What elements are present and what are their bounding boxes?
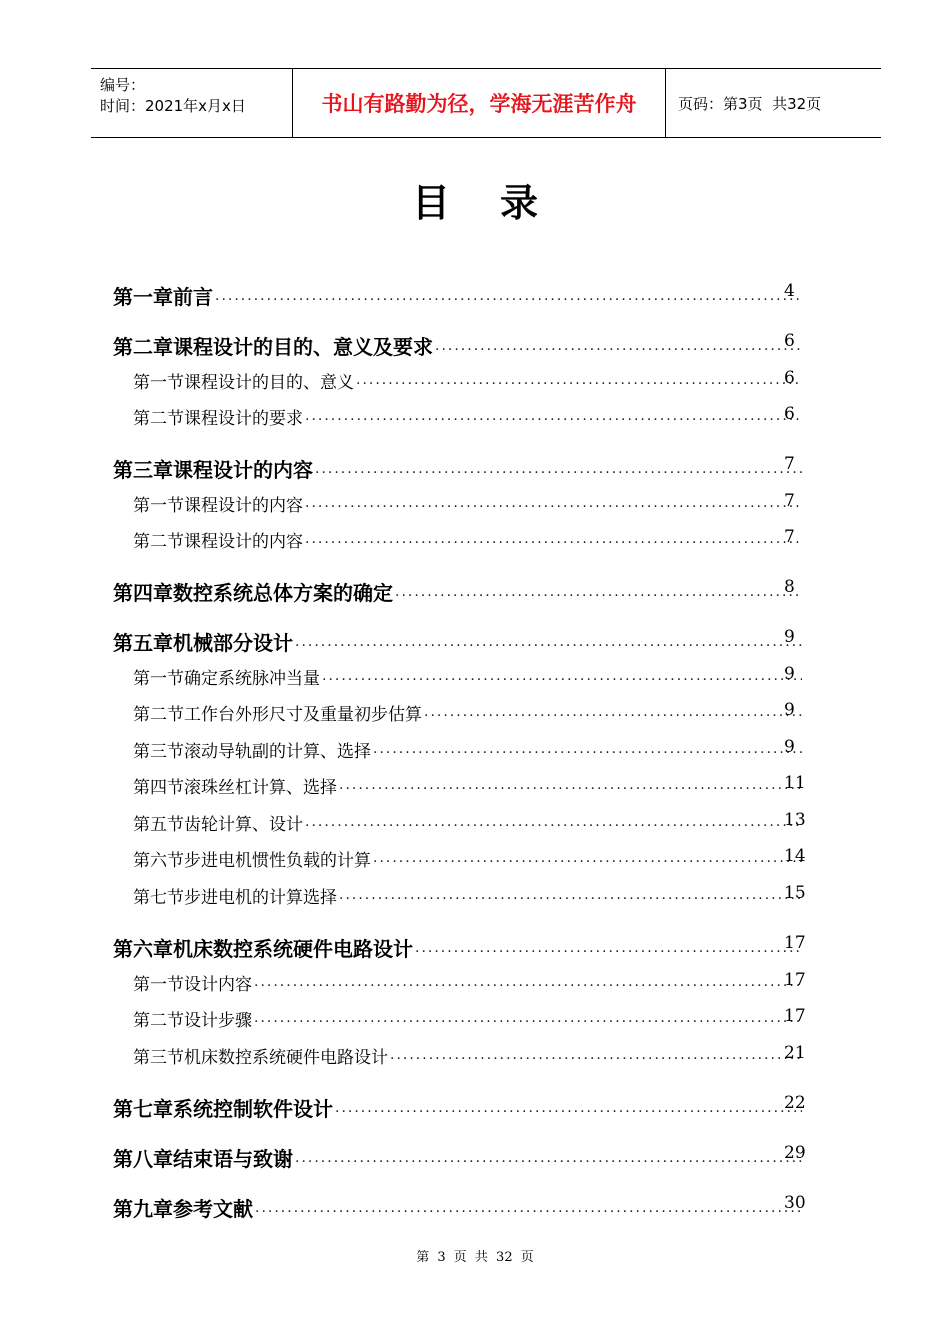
toc-leader-dots — [390, 1051, 802, 1067]
toc-leader-dots — [335, 1104, 802, 1120]
toc-section-row[interactable] — [133, 404, 804, 429]
toc-label: 机床数控系统硬件电路设计 — [184, 1048, 388, 1068]
toc-page-number: 29 — [784, 1143, 806, 1163]
toc-leader-dots — [295, 1154, 802, 1170]
toc-chapter-row[interactable] — [113, 627, 804, 656]
toc-chapter-row[interactable] — [113, 281, 804, 310]
toc-label: 课程设计的目的、意义及要求 — [173, 335, 433, 359]
toc-chapter-row[interactable] — [113, 933, 804, 962]
toc-page-number: 8 — [784, 577, 795, 597]
toc-number: 第二节 — [133, 532, 184, 552]
toc-page-number: 4 — [784, 281, 795, 301]
toc-section-row[interactable] — [133, 664, 804, 689]
toc-page-number: 7 — [784, 527, 795, 547]
toc-page-number: 9 — [784, 664, 795, 684]
toc-leader-dots — [322, 672, 802, 688]
toc-number: 第四节 — [133, 778, 184, 798]
toc-number: 第七节 — [133, 888, 184, 908]
toc-page-number: 6 — [784, 331, 795, 351]
toc-page-number: 7 — [784, 454, 795, 474]
toc-leader-dots — [305, 412, 802, 428]
page-footer: 第 3 页 共 32 页 — [416, 1250, 534, 1265]
toc-label: 结束语与致谢 — [173, 1147, 293, 1171]
toc-number: 第二节 — [133, 705, 184, 725]
toc-label: 工作台外形尺寸及重量初步估算 — [184, 705, 422, 725]
toc-page-number: 17 — [784, 970, 806, 990]
toc-label: 机床数控系统硬件电路设计 — [173, 937, 413, 961]
toc-page-number: 30 — [784, 1193, 806, 1213]
toc-label: 数控系统总体方案的确定 — [173, 581, 393, 605]
toc-chapter-row[interactable] — [113, 1143, 804, 1172]
header-page-info: 页码：第3页 共32页 — [678, 94, 822, 113]
toc-section-row[interactable] — [133, 970, 804, 995]
page-header — [91, 68, 881, 138]
toc-number: 第三节 — [133, 742, 184, 762]
header-meta — [91, 69, 293, 137]
toc-number: 第五节 — [133, 815, 184, 835]
toc-chapter-row[interactable] — [113, 1193, 804, 1222]
toc-leader-dots — [415, 944, 802, 960]
toc-number: 第一章 — [113, 285, 173, 309]
toc-leader-dots — [215, 292, 802, 308]
toc-chapter-row[interactable] — [113, 454, 804, 483]
toc-leader-dots — [315, 465, 802, 481]
toc-leader-dots — [305, 499, 802, 515]
toc-chapter-row[interactable] — [113, 331, 804, 360]
toc-label: 课程设计的内容 — [184, 532, 303, 552]
toc-number: 第二节 — [133, 409, 184, 429]
toc-page-number: 22 — [784, 1093, 806, 1113]
toc-section-row[interactable] — [133, 491, 804, 516]
toc-leader-dots — [395, 588, 802, 604]
toc-number: 第一节 — [133, 975, 184, 995]
toc-page-number: 9 — [784, 737, 795, 757]
header-motto: 书山有路勤为径，学海无涯苦作舟 — [293, 69, 666, 137]
toc-label: 前言 — [173, 285, 213, 309]
toc-label: 确定系统脉冲当量 — [184, 669, 320, 689]
toc-page-number: 21 — [784, 1043, 806, 1063]
toc-number: 第一节 — [133, 496, 184, 516]
toc-label: 步进电机惯性负载的计算 — [184, 851, 371, 871]
toc-chapter-row[interactable] — [113, 577, 804, 606]
toc-section-row[interactable] — [133, 700, 804, 725]
toc-page-number: 9 — [784, 627, 795, 647]
toc-page-number: 13 — [784, 810, 806, 830]
toc-section-row[interactable] — [133, 368, 804, 393]
toc-label: 参考文献 — [173, 1197, 253, 1221]
toc-number: 第四章 — [113, 581, 173, 605]
toc-label: 系统控制软件设计 — [173, 1097, 333, 1121]
toc-leader-dots — [305, 818, 802, 834]
toc-leader-dots — [305, 535, 802, 551]
toc-number: 第三节 — [133, 1048, 184, 1068]
toc-leader-dots — [435, 342, 802, 358]
toc-number: 第一节 — [133, 669, 184, 689]
toc-number: 第六节 — [133, 851, 184, 871]
toc-label: 设计步骤 — [184, 1011, 252, 1031]
toc-number: 第八章 — [113, 1147, 173, 1171]
toc-number: 第五章 — [113, 631, 173, 655]
toc-section-row[interactable] — [133, 773, 804, 798]
toc-label: 课程设计的目的、意义 — [184, 373, 354, 393]
toc-page-number: 7 — [784, 491, 795, 511]
toc-page-number: 6 — [784, 368, 795, 388]
toc-number: 第七章 — [113, 1097, 173, 1121]
toc-number: 第三章 — [113, 458, 173, 482]
toc-number: 第一节 — [133, 373, 184, 393]
toc-number: 第二节 — [133, 1011, 184, 1031]
toc-page-number: 17 — [784, 1006, 806, 1026]
toc-page-number: 11 — [784, 773, 806, 793]
toc-leader-dots — [373, 854, 802, 870]
toc-leader-dots — [254, 978, 802, 994]
toc-label: 设计内容 — [184, 975, 252, 995]
toc-leader-dots — [254, 1014, 802, 1030]
page-title: 目录 — [411, 180, 588, 225]
toc-leader-dots — [339, 781, 802, 797]
toc-page-number: 6 — [784, 404, 795, 424]
toc-section-row[interactable] — [133, 1006, 804, 1031]
toc-section-row[interactable] — [133, 527, 804, 552]
toc-section-row[interactable] — [133, 737, 804, 762]
serial-label: 编号： — [100, 76, 146, 94]
toc-number: 第六章 — [113, 937, 173, 961]
toc-section-row[interactable] — [133, 883, 804, 908]
toc-label: 滚动导轨副的计算、选择 — [184, 742, 371, 762]
toc-label: 齿轮计算、设计 — [184, 815, 303, 835]
toc-page-number: 14 — [784, 846, 806, 866]
toc-section-row[interactable] — [133, 846, 804, 871]
toc-leader-dots — [255, 1204, 802, 1220]
toc-number: 第二章 — [113, 335, 173, 359]
toc-page-number: 17 — [784, 933, 806, 953]
toc-label: 课程设计的要求 — [184, 409, 303, 429]
toc-section-row[interactable] — [133, 810, 804, 835]
toc-leader-dots — [339, 891, 802, 907]
toc-leader-dots — [356, 376, 802, 392]
toc-label: 课程设计的内容 — [173, 458, 313, 482]
toc-label: 步进电机的计算选择 — [184, 888, 337, 908]
toc-label: 滚珠丝杠计算、选择 — [184, 778, 337, 798]
toc-label: 机械部分设计 — [173, 631, 293, 655]
toc-number: 第九章 — [113, 1197, 173, 1221]
toc-section-row[interactable] — [133, 1043, 804, 1068]
toc-leader-dots — [373, 745, 802, 761]
time-label: 时间：2021年x月x日 — [100, 97, 246, 115]
toc-page-number: 15 — [784, 883, 806, 903]
toc-leader-dots — [424, 708, 802, 724]
toc-leader-dots — [295, 638, 802, 654]
toc-label: 课程设计的内容 — [184, 496, 303, 516]
toc-chapter-row[interactable] — [113, 1093, 804, 1122]
toc-page-number: 9 — [784, 700, 795, 720]
